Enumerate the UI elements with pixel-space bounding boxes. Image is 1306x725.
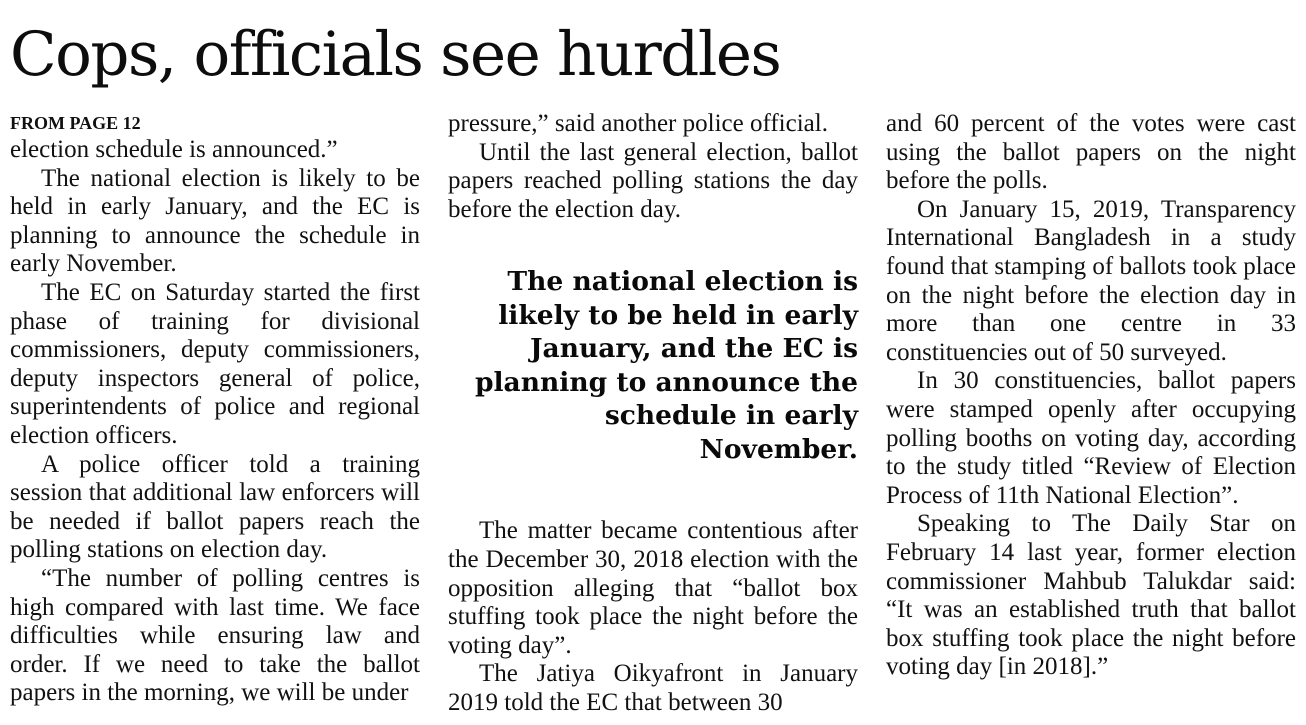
paragraph: In 30 constituencies, ballot papers were stamped openly after occupying polling booths on voting day, according to the study titled “Review of Election Process of 11th National Election”. [886, 367, 1296, 509]
pull-quote: The national election is likely to be held in early January, and the EC is planning to announce the schedule in early November. [474, 266, 858, 465]
column-2 [448, 110, 858, 718]
paragraph: The national election is likely to be held in early January, and the EC is planning to announce the schedule in early November. [10, 164, 420, 278]
column-3 [886, 110, 1296, 682]
paragraph: The matter became contentious after the December 30, 2018 election with the opposition alleging that “ballot box stuffing took place the night before the voting day”. [448, 517, 858, 659]
paragraph: The Jatiya Oikyafront in January 2019 told the EC that between 30 [448, 660, 858, 716]
paragraph: On January 15, 2019, Transparency International Bangladesh in a study found that stamping of ballots took place on the night before the election day in more than one centre in 33 constituencies out of 50 surveyed. [886, 195, 1296, 366]
headline: Cops, officials see hurdles [10, 19, 781, 90]
paragraph-continuation: pressure,” said another police official. [448, 110, 828, 137]
paragraph-continuation: and 60 percent of the votes were cast using the ballot papers on the night before the polls. [886, 110, 1296, 195]
continued-from-kicker: FROM PAGE 12 [10, 113, 141, 133]
paragraph: “The number of polling centres is high compared with last time. We face difficulties while ensuring law and order. If we need to take the ballot papers in the morning, we will be under [10, 564, 420, 707]
column-1 [10, 110, 420, 708]
paragraph-continuation: election schedule is announced.” [10, 136, 338, 163]
paragraph: Until the last general election, ballot papers reached polling stations the day before the election day. [448, 138, 858, 223]
paragraph: A police officer told a training session that additional law enforcers will be needed if ballot papers reach the polling stations on election day. [10, 450, 420, 564]
paragraph: Speaking to The Daily Star on February 14 last year, former election commissioner Mahbub Talukdar said: “It was an established truth that ballot box stuffing took place the night before voting day [in 2018].” [886, 510, 1296, 681]
paragraph: The EC on Saturday started the first phase of training for divisional commissioners, deputy commissioners, deputy inspectors general of police, superintendents of police and regional election officers. [10, 278, 420, 449]
